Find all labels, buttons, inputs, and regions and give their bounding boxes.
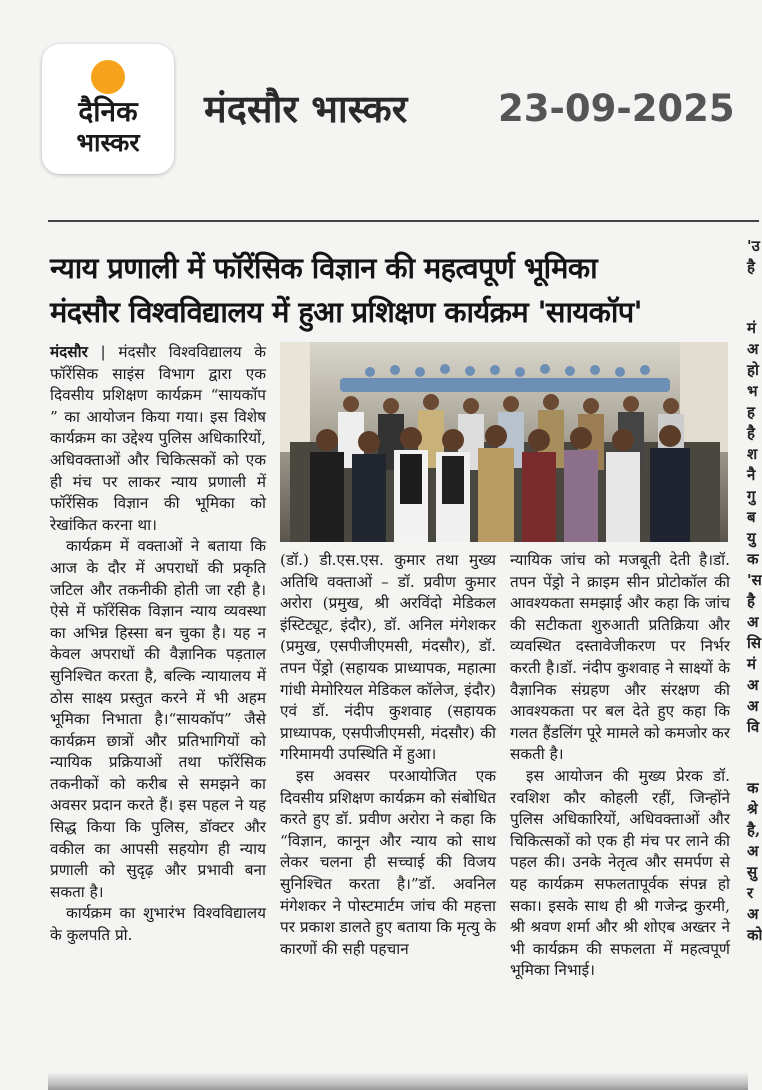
- edition-title: मंदसौर भास्कर: [204, 87, 408, 131]
- edge-char: श: [747, 445, 758, 463]
- edge-char: अ: [747, 340, 759, 358]
- edge-char: अ: [747, 842, 759, 860]
- edge-char: 'स: [747, 571, 762, 589]
- edge-char: क: [747, 550, 759, 568]
- edge-char: सु: [747, 863, 758, 881]
- paragraph: इस अवसर परआयोजित एक दिवसीय प्रशिक्षण कार्यक्रम को संबोधित करते हुए डॉ. प्रवीण अरोरा ने कहा कि “विज्ञान, कानून और न्याय को साथ लेकर चलना ही सच्चाई की विजय सुनिश्चित करता है।”डॉ. अवनिल मंगेशकर ने पोस्टमार्टम जांच की महत्ता पर प्रकाश डालते हुए बताया कि मृत्यु के कारणों की सही पहचान: [280, 766, 496, 958]
- edge-char: अ: [747, 697, 759, 715]
- dainik-bhaskar-logo: [42, 44, 174, 174]
- edge-char: है: [747, 592, 755, 610]
- lead-text: | मंदसौर विश्वविद्यालय के फॉरेंसिक साइंस विभाग द्वारा एक दिवसीय प्रशिक्षण कार्यक्रम “सायकॉप ” का आयोजन किया गया। इस विशेष कार्यक्रम का उद्देश्य पुलिस अधिकारियों, अधिवक्ताओं और चिकित्सकों को एक ही मंच पर लाकर न्याय प्रणाली में फॉरेंसिक विज्ञान की भूमिका को रेखांकित करना था।: [50, 343, 266, 534]
- edge-char: 'उ: [747, 237, 760, 255]
- edge-char: हो: [747, 361, 759, 379]
- headline-line-2: मंदसौर विश्वविद्यालय में हुआ प्रशिक्षण कार्यक्रम 'सायकॉप': [50, 295, 642, 329]
- edge-char: यु: [747, 529, 756, 547]
- paragraph: न्यायिक जांच को मजबूती देती है।डॉ. तपन पेंड्रो ने क्राइम सीन प्रोटोकॉल की आवश्यकता समझाई और कहा कि जांच की सटीकता शुरुआती प्रतिक्रिया और व्यवस्थित दस्तावेजीकरण पर निर्भर करती है।डॉ. नंदीप कुशवाह ने साक्ष्यों के वैज्ञानिक संग्रहण और संरक्षण की आवश्यकता पर बल देते हुए कहा कि गलत हैंडलिंग पूरे मामले को कमजोर कर सकती है।: [510, 551, 730, 764]
- edge-char: गु: [747, 487, 756, 505]
- edge-char: अ: [747, 905, 759, 923]
- paragraph: इस आयोजन की मुख्य प्रेरक डॉ. रवशिश कौर कोहली रहीं, जिन्होंने पुलिस अधिकारियों, अधिवक्ताओं और चिकित्सकों को एक ही मंच पर लाने की पहल की। उनके नेतृत्व और समर्पण से यह कार्यक्रम सफलतापूर्वक संपन्न हो सका। इसके साथ ही श्री गजेन्द्र कुरमी, श्री श्रवण शर्मा और श्री शोएब अख्तर ने भी कार्यक्रम की सफलता में महत्वपूर्ण भूमिका निभाई।: [510, 766, 730, 980]
- edge-char: भ: [747, 382, 758, 400]
- edge-char: श्रे: [747, 800, 758, 818]
- newspaper-clipping: [44, 228, 744, 1090]
- edge-char: मं: [747, 655, 756, 673]
- publication-date: 23-09-2025: [498, 87, 735, 130]
- paragraph: कार्यक्रम में वक्ताओं ने बताया कि आज के दौर में अपराधों की प्रकृति जटिल और तकनीकी होती जा रही है। ऐसे में फॉरेंसिक विज्ञान न्याय व्यवस्था का अभिन्न हिस्सा बन चुका है। यह न केवल अपराधों की वैज्ञानिक पड़ताल सुनिश्चित करता है, बल्कि न्यायालय में ठोस साक्ष्य प्रस्तुत करने में भी अहम भूमिका निभाता है।“सायकॉप” जैसे कार्यक्रम छात्रों और प्रतिभागियों को न्यायिक प्रक्रियाओं तथा फॉरेंसिक तकनीकों को करीब से समझने का अवसर प्रदान करते हैं। इस पहल ने यह सिद्ध किया कि पुलिस, डॉक्टर और वकील का आपसी सहयोग ही न्याय प्रणाली को सुदृढ़ और प्रभावी बना सकता है।: [50, 537, 266, 901]
- edge-char: मं: [747, 319, 756, 337]
- paragraph: कार्यक्रम का शुभारंभ विश्वविद्यालय के कुलपति प्रो.: [50, 904, 266, 945]
- next-article-strip: [48, 1072, 748, 1090]
- article-column-1: [50, 342, 266, 1062]
- lead-paragraph: [50, 342, 266, 536]
- edge-char: को: [747, 926, 762, 944]
- edge-char: अ: [747, 613, 759, 631]
- group-photo: [280, 342, 728, 542]
- sun-icon: [91, 60, 125, 94]
- edge-char: ब: [747, 508, 756, 526]
- logo-word-dainik: दैनिक: [78, 95, 138, 128]
- article-column-2: [280, 550, 496, 1062]
- edge-char: है: [747, 424, 755, 442]
- edge-char: सि: [747, 634, 762, 652]
- edge-char: र: [747, 884, 754, 902]
- edge-char: ह: [747, 403, 755, 421]
- adjacent-article-fragment: [747, 236, 762, 1090]
- article-column-3: [510, 550, 730, 1062]
- header-divider: [48, 220, 759, 222]
- edge-char: है: [747, 258, 755, 276]
- paragraph: (डॉ.) डी.एस.एस. कुमार तथा मुख्य अतिथि वक्ताओं – डॉ. प्रवीण कुमार अरोरा (प्रमुख, श्री अरविंदो मेडिकल इंस्टिट्यूट, इंदौर), डॉ. अनिल मंगेशकर (प्रमुख, एसपीजीएमसी, मंदसौर), डॉ. तपन पेंड्रो (सहायक प्राध्यापक, महात्मा गांधी मेमोरियल मेडिकल कॉलेज, इंदौर) एवं डॉ. नंदीप कुशवाह (सहायक प्राध्यापक, एसपीजीएमसी, मंदसौर) की गरिमामयी उपस्थिति में हुआ।: [280, 551, 496, 764]
- edge-char: नै: [747, 466, 756, 484]
- logo-word-bhaskar: भास्कर: [76, 128, 140, 157]
- event-photo-graphic: [280, 342, 728, 542]
- edge-char: अ: [747, 676, 759, 694]
- dateline: मंदसौर: [50, 343, 88, 361]
- edge-char: वि: [747, 718, 760, 736]
- headline-line-1: न्याय प्रणाली में फॉरेंसिक विज्ञान की महत्वपूर्ण भूमिका: [50, 251, 598, 285]
- edge-char: है,: [747, 821, 761, 839]
- edge-char: क: [747, 779, 759, 797]
